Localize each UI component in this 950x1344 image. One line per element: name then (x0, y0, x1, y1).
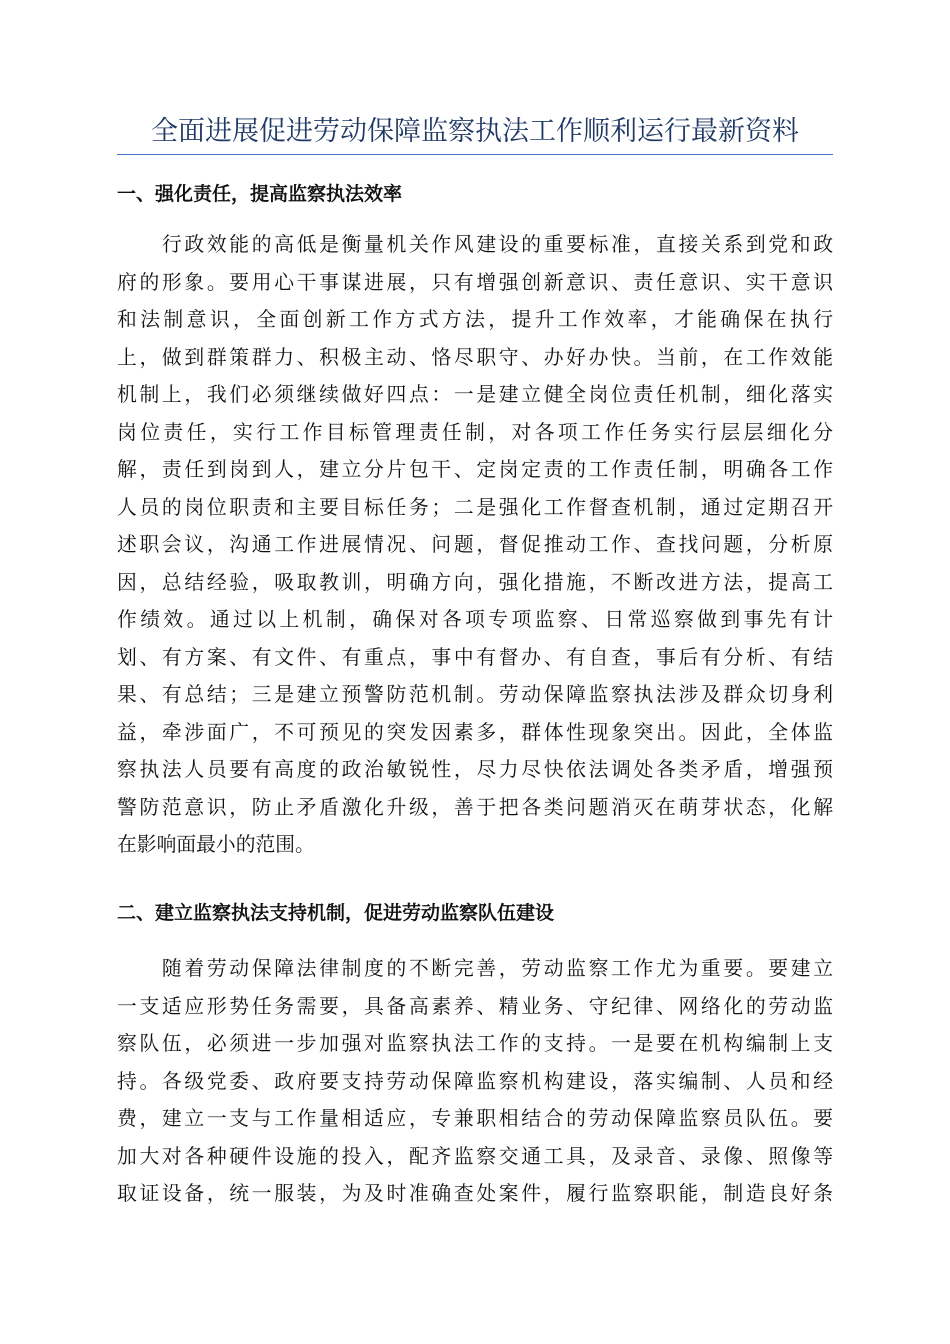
paragraph-line: 取证设备，统一服装，为及时准确查处案件，履行监察职能，制造良好条 (117, 1182, 833, 1205)
paragraph-line: 察队伍，必须进一步加强对监察执法工作的支持。一是要在机构编制上支 (117, 1032, 833, 1055)
paragraph-line: 加大对各种硬件设施的投入，配齐监察交通工具，及录音、录像、照像等 (117, 1144, 833, 1168)
paragraph-line: 上，做到群策群力、积极主动、恪尽职守、办好办快。当前，在工作效能 (117, 345, 833, 369)
section-heading-1: 一、强化责任，提高监察执法效率 (117, 183, 403, 205)
paragraph-line: 果、有总结；三是建立预警防范机制。劳动保障监察执法涉及群众切身利 (117, 683, 833, 706)
paragraph-line: 述职会议，沟通工作进展情况、问题，督促推动工作、查找问题，分析原 (117, 533, 833, 556)
paragraph-line: 机制上，我们必须继续做好四点：一是建立健全岗位责任机制，细化落实 (117, 383, 833, 406)
paragraph-line: 因，总结经验，吸取教训，明确方向，强化措施，不断改进方法，提高工 (117, 570, 833, 594)
paragraph-line: 持。各级党委、政府要支持劳动保障监察机构建设，落实编制、人员和经 (117, 1069, 833, 1093)
paragraph-line: 解，责任到岗到人，建立分片包干、定岗定责的工作责任制，明确各工作 (117, 458, 833, 481)
paragraph-line: 警防范意识，防止矛盾激化升级，善于把各类问题消灭在萌芽状态，化解 (117, 795, 833, 819)
paragraph-line: 随着劳动保障法律制度的不断完善，劳动监察工作尤为重要。要建立 (117, 957, 833, 980)
section-1-paragraph (117, 226, 833, 864)
paragraph-line: 行政效能的高低是衡量机关作风建设的重要标准，直接关系到党和政 (117, 233, 833, 256)
paragraph-line: 岗位责任，实行工作目标管理责任制，对各项工作任务实行层层细化分 (117, 420, 833, 444)
paragraph-line: 作绩效。通过以上机制，确保对各项专项监察、日常巡察做到事先有计 (117, 608, 833, 631)
paragraph-line: 划、有方案、有文件、有重点，事中有督办、有自查，事后有分析、有结 (117, 645, 833, 669)
paragraph-line: 费，建立一支与工作量相适应，专兼职相结合的劳动保障监察员队伍。要 (117, 1107, 833, 1130)
paragraph-line: 府的形象。要用心干事谋进展，只有增强创新意识、责任意识、实干意识 (117, 270, 833, 294)
paragraph-line: 一支适应形势任务需要，具备高素养、精业务、守纪律、网络化的劳动监 (117, 994, 833, 1018)
paragraph-line: 和法制意识，全面创新工作方式方法，提升工作效率，才能确保在执行 (117, 308, 833, 331)
paragraph-line: 人员的岗位职责和主要目标任务；二是强化工作督查机制，通过定期召开 (117, 495, 833, 519)
section-2-paragraph (117, 950, 833, 1213)
paragraph-line: 察执法人员要有高度的政治敏锐性，尽力尽快依法调处各类矛盾，增强预 (117, 758, 833, 781)
document-title: 全面进展促进劳动保障监察执法工作顺利运行最新资料 (151, 116, 799, 147)
section-heading-2: 二、建立监察执法支持机制，促进劳动监察队伍建设 (117, 902, 555, 924)
title-underline (117, 154, 833, 155)
paragraph-line: 益，牵涉面广，不可预见的突发因素多，群体性现象突出。因此，全体监 (117, 720, 833, 744)
paragraph-line: 在影响面最小的范围。 (117, 833, 315, 856)
